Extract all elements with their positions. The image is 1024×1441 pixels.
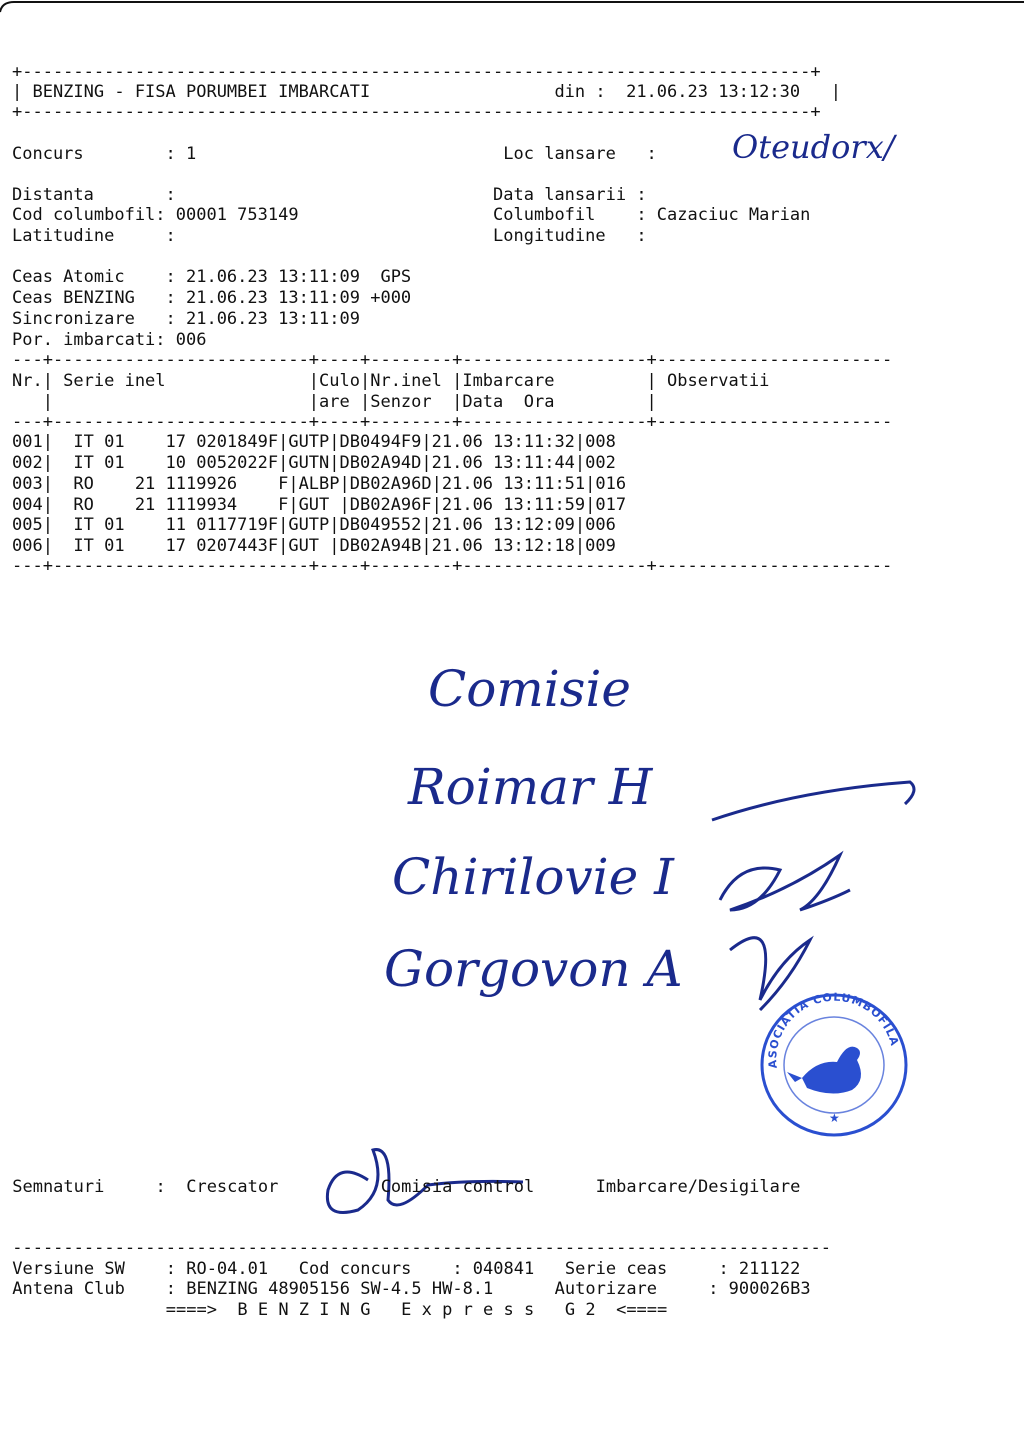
handwritten-name-2: Chirilovie I bbox=[392, 848, 674, 906]
table-row: 002| IT 01 10 0052022F|GUTN|DB02A94D|21.06 13:11:44|002 bbox=[12, 453, 616, 473]
table-rule-mid: ---+-------------------------+----+--------+------------------+----------------------- bbox=[12, 412, 893, 432]
table-rule-top: ---+-------------------------+----+--------+------------------+----------------------- bbox=[12, 350, 893, 370]
header-title: | BENZING - FISA PORUMBEI IMBARCATI din : 21.06.23 13:12:30 | bbox=[12, 82, 842, 102]
header-rule-bottom: +-----------------------------------------------------------------------------+ bbox=[12, 102, 821, 122]
table-header-row-1: Nr.| Serie inel |Culo|Nr.inel |Imbarcare | Observatii bbox=[12, 371, 770, 391]
stamp-text: ASOCIATIA COLUMBOFILA bbox=[766, 990, 902, 1069]
footer-semnaturi: Semnaturi : Crescator Comisia control Imbarcare/Desigilare bbox=[2, 1177, 801, 1197]
association-stamp bbox=[757, 990, 912, 1140]
field-concurs: Concurs : 1 Loc lansare : bbox=[12, 144, 657, 164]
svg-text:ASOCIATIA COLUMBOFILA bbox=[766, 991, 901, 1069]
footer-rule: -------------------------------------------------------------------------------- bbox=[2, 1238, 832, 1258]
field-distanta: Distanta : Data lansarii : bbox=[12, 185, 647, 205]
footer-antena: Antena Club : BENZING 48905156 SW-4.5 HW-8.1 Autorizare : 900026B3 bbox=[2, 1279, 811, 1299]
field-ceas-atomic: Ceas Atomic : 21.06.23 13:11:09 GPS bbox=[12, 267, 412, 287]
table-row: 006| IT 01 17 0207443F|GUT |DB02A94B|21.06 13:12:18|009 bbox=[12, 536, 616, 556]
field-ceas-benzing: Ceas BENZING : 21.06.23 13:11:09 +000 bbox=[12, 288, 412, 308]
field-sincronizare: Sincronizare : 21.06.23 13:11:09 bbox=[12, 309, 360, 329]
field-cod-columbofil: Cod columbofil: 00001 753149 Columbofil : Cazaciuc Marian bbox=[12, 205, 811, 225]
table-row: 005| IT 01 11 0117719F|GUTP|DB049552|21.06 13:12:09|006 bbox=[12, 515, 616, 535]
table-row: 001| IT 01 17 0201849F|GUTP|DB0494F9|21.06 13:11:32|008 bbox=[12, 432, 616, 452]
table-row: 004| RO 21 1119934 F|GUT |DB02A96F|21.06 13:11:59|017 bbox=[12, 495, 627, 515]
handwritten-name-1: Roimar H bbox=[408, 758, 653, 816]
loc-lansare-handwritten: Oteudorx/ bbox=[732, 128, 895, 166]
field-por-imbarcati: Por. imbarcati: 006 bbox=[12, 330, 207, 350]
svg-text:★: ★ bbox=[829, 1111, 840, 1125]
table-rule-bottom: ---+-------------------------+----+--------+------------------+----------------------- bbox=[12, 556, 893, 576]
table-row: 003| RO 21 1119926 F|ALBP|DB02A96D|21.06 13:11:51|016 bbox=[12, 474, 627, 494]
handwritten-comisie: Comisie bbox=[428, 660, 632, 718]
pigeon-icon bbox=[787, 1047, 861, 1094]
field-latitudine: Latitudine : Longitudine : bbox=[12, 226, 647, 246]
page-top-edge bbox=[0, 0, 1024, 20]
header-rule-top: +-----------------------------------------------------------------------------+ bbox=[12, 62, 821, 82]
table-header-row-2: | |are |Senzor |Data Ora | bbox=[12, 392, 657, 412]
footer-banner: ====> B E N Z I N G E x p r e s s G 2 <==== bbox=[2, 1300, 668, 1320]
handwritten-name-3: Gorgovon A bbox=[384, 940, 683, 998]
footer-versiune: Versiune SW : RO-04.01 Cod concurs : 040841 Serie ceas : 211122 bbox=[2, 1259, 801, 1279]
